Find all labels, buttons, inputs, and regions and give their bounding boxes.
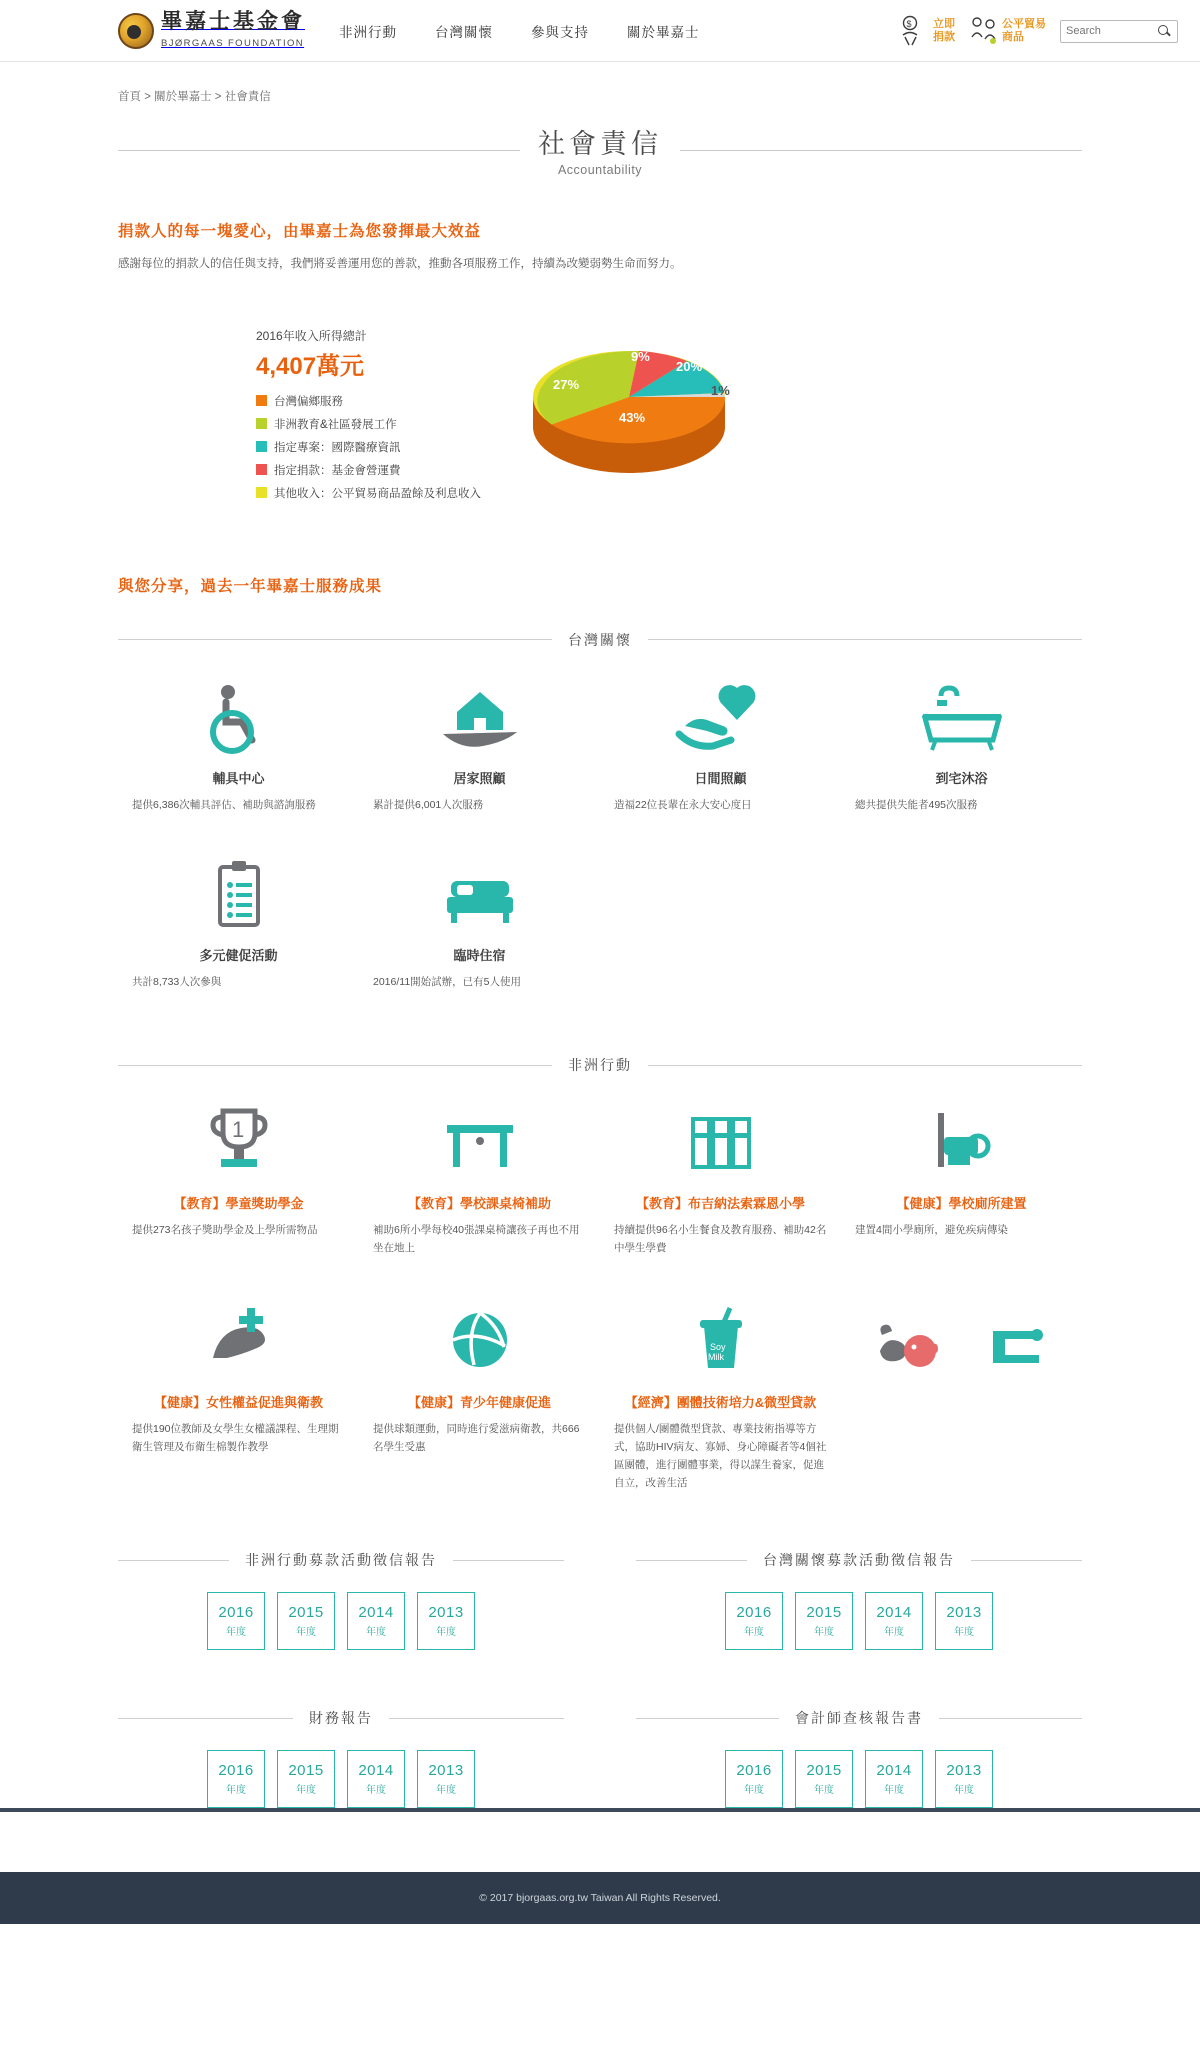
intro-block — [118, 219, 1082, 275]
chart-total: 4,407萬元 — [256, 352, 365, 380]
legend-item — [256, 462, 481, 478]
fairtrade-people-icon — [969, 15, 999, 47]
home-care-icon — [369, 678, 590, 756]
year-label: 2014 — [876, 1604, 912, 1622]
fairtrade-label-line2: 商品 — [1002, 31, 1024, 43]
service-name: 【教育】學校課桌椅補助 — [407, 1196, 551, 1212]
bathtub-icon — [851, 678, 1072, 756]
year-button-2014[interactable] — [347, 1592, 405, 1650]
report-group-title: 會計師查核報告書 — [795, 1710, 923, 1727]
report-group-title: 台灣關懷募款活動徵信報告 — [763, 1552, 955, 1569]
service-card[interactable] — [118, 1302, 359, 1492]
service-desc: 造福22位長輩在永大安心度日 — [614, 798, 752, 811]
women-health-icon — [128, 1302, 349, 1380]
page-title-cn: 社會責信 — [538, 129, 662, 159]
service-desc: 提供6,386次輔具評估、補助與諮詢服務 — [132, 798, 316, 811]
logo-text-cn: 畢嘉士基金會 — [161, 9, 305, 33]
site-footer — [0, 1872, 1200, 1924]
section-rule-right — [648, 639, 1082, 640]
main-nav — [339, 21, 700, 41]
report-group-header — [636, 1708, 1082, 1728]
year-unit: 年度 — [814, 1785, 834, 1797]
service-desc: 2016/11開始試辦，已有5人使用 — [373, 975, 522, 988]
fairtrade-label-line1: 公平貿易 — [1002, 18, 1046, 31]
year-unit: 年度 — [744, 1627, 764, 1639]
service-desc: 提供190位教師及女學生女權議課程、生理期衛生管理及布衛生棉製作教學 — [132, 1423, 339, 1453]
section-rule-right — [389, 1718, 564, 1719]
year-button-2015[interactable] — [795, 1592, 853, 1650]
service-name: 【健康】女性權益促進與衛教 — [153, 1395, 323, 1411]
service-name: 日間照顧 — [694, 770, 747, 786]
service-card[interactable] — [600, 678, 841, 815]
breadcrumb: 首頁 > 關於畢嘉士 > 社會責信 — [118, 91, 271, 103]
section-rule-left — [636, 1560, 747, 1561]
pie-label-20: 20% — [676, 358, 703, 374]
service-desc: 提供個人/團體微型貸款、專業技術指導等方式，協助HIV病友、寡婦、身心障礙者等4個社區團體，進行團體事業，得以謀生養家，促進自立，改善生活 — [614, 1423, 827, 1489]
service-desc: 共計8,733人次參與 — [132, 975, 222, 988]
year-button-2013[interactable] — [935, 1750, 993, 1808]
year-unit: 年度 — [436, 1785, 456, 1797]
service-card-empty — [600, 855, 841, 992]
year-button-2014[interactable] — [347, 1750, 405, 1808]
pie-label-43: 43% — [619, 409, 646, 425]
year-unit: 年度 — [226, 1785, 246, 1797]
pie-label-9: 9% — [631, 348, 650, 364]
service-desc: 建置4間小學廁所，避免疾病傳染 — [855, 1224, 1008, 1237]
year-unit: 年度 — [884, 1627, 904, 1639]
logo-text-en: BJØRGAAS FOUNDATION — [161, 38, 305, 50]
africa-section-header — [118, 1055, 1082, 1075]
legend-item — [256, 439, 481, 455]
service-desc: 提供273名孩子獎助學金及上學所需物品 — [132, 1224, 318, 1237]
copyright-text: © 2017 bjorgaas.org.tw Taiwan All Rights Reserved. — [479, 1892, 721, 1905]
service-name: 臨時住宿 — [453, 947, 506, 963]
intro-body: 感謝每位的捐款人的信任與支持，我們將妥善運用您的善款，推動各項服務工作，持續為改變弱勢生命而努力。 — [118, 258, 682, 270]
footer-top-strip — [0, 1808, 1200, 1812]
report-group-title: 非洲行動募款活動徵信報告 — [245, 1552, 437, 1569]
year-unit: 年度 — [296, 1785, 316, 1797]
year-unit: 年度 — [814, 1627, 834, 1639]
year-button-2016[interactable] — [207, 1592, 265, 1650]
report-group-header — [118, 1550, 564, 1570]
legend-label: 其他收入：公平貿易商品盈餘及利息收入 — [274, 487, 481, 500]
section-rule-right — [971, 1560, 1082, 1561]
year-unit: 年度 — [954, 1785, 974, 1797]
title-rule-left — [118, 150, 520, 151]
section-rule-left — [118, 639, 552, 640]
year-button-row — [636, 1750, 1082, 1808]
service-card-empty — [841, 855, 1082, 992]
year-label: 2015 — [288, 1604, 324, 1622]
taiwan-section-title: 台灣關懷 — [568, 631, 632, 648]
donate-label-line1: 立即 — [933, 18, 955, 31]
books-icon — [610, 1103, 831, 1181]
year-unit: 年度 — [226, 1627, 246, 1639]
taiwan-service-grid-row1 — [118, 678, 1082, 815]
year-unit: 年度 — [296, 1627, 316, 1639]
service-name: 居家照顧 — [453, 770, 506, 786]
year-unit: 年度 — [744, 1785, 764, 1797]
livestock-icon — [870, 1317, 942, 1380]
legend-color-swatch — [256, 418, 267, 429]
nav-item-about[interactable]: 關於畢嘉士 — [627, 24, 700, 40]
legend-color-swatch — [256, 441, 267, 452]
toilet-icon — [851, 1103, 1072, 1181]
chart-legend — [256, 321, 481, 508]
donate-hands-icon — [900, 15, 930, 47]
report-group — [118, 1708, 564, 1808]
year-button-row — [118, 1750, 564, 1808]
foundation-logo-icon — [118, 13, 154, 49]
year-button-2013[interactable] — [417, 1592, 475, 1650]
legend-label: 非洲教育&社區發展工作 — [274, 418, 397, 431]
donate-button[interactable] — [900, 15, 955, 47]
service-card[interactable] — [359, 855, 600, 992]
title-rule-right — [680, 150, 1082, 151]
svg-text:1: 1 — [231, 1117, 244, 1143]
year-unit: 年度 — [366, 1785, 386, 1797]
report-group-header — [118, 1708, 564, 1728]
nav-item-support[interactable]: 參與支持 — [531, 24, 589, 40]
report-group — [118, 1550, 564, 1650]
year-button-2013[interactable] — [935, 1592, 993, 1650]
trophy-icon — [128, 1103, 349, 1181]
nav-item-taiwan[interactable]: 台灣關懷 — [435, 24, 493, 40]
year-label: 2014 — [358, 1604, 394, 1622]
checklist-icon — [128, 855, 349, 933]
bed-icon — [369, 855, 590, 933]
year-label: 2015 — [288, 1762, 324, 1780]
section-rule-left — [636, 1718, 779, 1719]
site-logo[interactable] — [118, 10, 305, 51]
service-desc: 提供球類運動，同時進行愛滋病衛教，共666名學生受惠 — [373, 1423, 580, 1453]
africa-service-grid-row1 — [118, 1103, 1082, 1258]
wheelchair-icon — [128, 678, 349, 756]
year-button-row — [118, 1592, 564, 1650]
nav-item-africa[interactable]: 非洲行動 — [339, 24, 397, 40]
report-group-header — [636, 1550, 1082, 1570]
service-name: 【教育】學童獎助學金 — [173, 1196, 304, 1212]
year-label: 2015 — [806, 1604, 842, 1622]
service-name: 【健康】學校廁所建置 — [896, 1196, 1027, 1212]
pie-label-1: 1% — [711, 382, 730, 398]
service-card[interactable] — [359, 678, 600, 815]
section-rule-left — [118, 1560, 229, 1561]
year-button-2015[interactable] — [277, 1592, 335, 1650]
section-rule-right — [939, 1718, 1082, 1719]
report-group — [636, 1708, 1082, 1808]
year-button-2016[interactable] — [725, 1592, 783, 1650]
legend-label: 指定捐款：基金會營運費 — [274, 464, 401, 477]
year-button-2015[interactable] — [795, 1750, 853, 1808]
year-button-2014[interactable] — [865, 1750, 923, 1808]
service-desc: 總共提供失能者495次服務 — [855, 798, 978, 811]
report-section-row-1 — [118, 1550, 1082, 1650]
service-card[interactable] — [118, 678, 359, 815]
page-title — [538, 122, 662, 179]
year-button-2014[interactable] — [865, 1592, 923, 1650]
page-title-en: Accountability — [557, 163, 643, 177]
taiwan-service-grid-row2 — [118, 855, 1082, 992]
service-card[interactable] — [600, 1302, 841, 1492]
section-rule-right — [648, 1065, 1082, 1066]
year-button-2016[interactable] — [725, 1750, 783, 1808]
service-name: 到宅沐浴 — [935, 770, 988, 786]
service-card[interactable] — [359, 1103, 600, 1258]
service-desc: 累計提供6,001人次服務 — [373, 798, 484, 811]
legend-item — [256, 485, 481, 501]
pie-label-27: 27% — [553, 376, 580, 392]
svg-text:$: $ — [906, 19, 912, 29]
donate-label-line2: 捐款 — [933, 31, 955, 43]
legend-item — [256, 416, 481, 432]
year-unit: 年度 — [954, 1627, 974, 1639]
desk-icon — [369, 1103, 590, 1181]
site-header — [0, 0, 1200, 62]
service-card[interactable] — [359, 1302, 600, 1492]
volleyball-icon — [369, 1302, 590, 1380]
year-button-2015[interactable] — [277, 1750, 335, 1808]
service-name: 【健康】青少年健康促進 — [407, 1395, 551, 1411]
legend-label: 台灣偏鄉服務 — [274, 395, 343, 408]
section-rule-left — [118, 1718, 293, 1719]
report-group-title: 財務報告 — [309, 1710, 373, 1727]
service-desc: 補助6所小學每校40張課桌椅讓孩子再也不用坐在地上 — [373, 1224, 580, 1255]
report-group — [636, 1550, 1082, 1650]
year-label: 2013 — [428, 1604, 464, 1622]
africa-service-grid-row2 — [118, 1302, 1082, 1492]
service-card[interactable] — [118, 1103, 359, 1258]
year-button-2016[interactable] — [207, 1750, 265, 1808]
africa-section-title: 非洲行動 — [568, 1057, 632, 1074]
service-desc: 持續提供96名小生餐食及教育服務、補助42名中學生學費 — [614, 1224, 827, 1255]
legend-item — [256, 393, 481, 409]
year-label: 2016 — [736, 1762, 772, 1780]
service-card[interactable] — [841, 678, 1082, 815]
service-name: 【教育】布吉納法索霖恩小學 — [635, 1196, 805, 1212]
soymilk-icon — [610, 1302, 831, 1380]
svg-text:Milk: Milk — [707, 1352, 724, 1363]
section-rule-right — [453, 1560, 564, 1561]
legend-color-swatch — [256, 464, 267, 475]
year-label: 2016 — [218, 1604, 254, 1622]
share-heading: 與您分享，過去一年畢嘉士服務成果 — [118, 577, 383, 595]
year-unit: 年度 — [884, 1785, 904, 1797]
day-care-hands-icon — [610, 678, 831, 756]
service-name: 輔具中心 — [212, 770, 265, 786]
year-label: 2013 — [946, 1762, 982, 1780]
section-rule-left — [118, 1065, 552, 1066]
report-section-row-2 — [118, 1708, 1082, 1808]
year-label: 2015 — [806, 1762, 842, 1780]
search-box[interactable] — [1060, 20, 1178, 43]
year-label: 2016 — [218, 1762, 254, 1780]
year-unit: 年度 — [366, 1627, 386, 1639]
service-name: 多元健促活動 — [199, 947, 278, 963]
service-card[interactable] — [841, 1103, 1082, 1258]
year-unit: 年度 — [436, 1627, 456, 1639]
year-label: 2013 — [428, 1762, 464, 1780]
taiwan-section-header — [118, 630, 1082, 650]
legend-color-swatch — [256, 395, 267, 406]
sewing-machine-icon — [981, 1317, 1053, 1380]
header-utilities — [900, 0, 1178, 62]
service-card[interactable] — [600, 1103, 841, 1258]
year-label: 2014 — [876, 1762, 912, 1780]
year-label: 2014 — [358, 1762, 394, 1780]
intro-heading: 捐款人的每一塊愛心，由畢嘉士為您發揮最大效益 — [118, 223, 482, 240]
year-button-2013[interactable] — [417, 1750, 475, 1808]
service-name: 【經濟】團體技術培力&微型貸款 — [624, 1395, 817, 1411]
pie-chart — [521, 335, 741, 480]
year-label: 2013 — [946, 1604, 982, 1622]
fairtrade-button[interactable] — [969, 15, 1046, 47]
chart-title: 2016年收入所得總計 — [256, 328, 367, 343]
legend-color-swatch — [256, 487, 267, 498]
legend-label: 指定專案：國際醫療資訊 — [274, 441, 401, 454]
year-label: 2016 — [736, 1604, 772, 1622]
page-content — [0, 88, 1200, 1808]
search-input[interactable] — [1066, 25, 1158, 37]
service-card-extra-icons — [841, 1302, 1082, 1492]
svg-text:Soy: Soy — [709, 1342, 726, 1353]
service-card[interactable] — [118, 855, 359, 992]
page-title-row — [118, 122, 1082, 179]
search-icon[interactable] — [1158, 25, 1170, 37]
income-chart-block — [118, 321, 1082, 508]
year-button-row — [636, 1592, 1082, 1650]
